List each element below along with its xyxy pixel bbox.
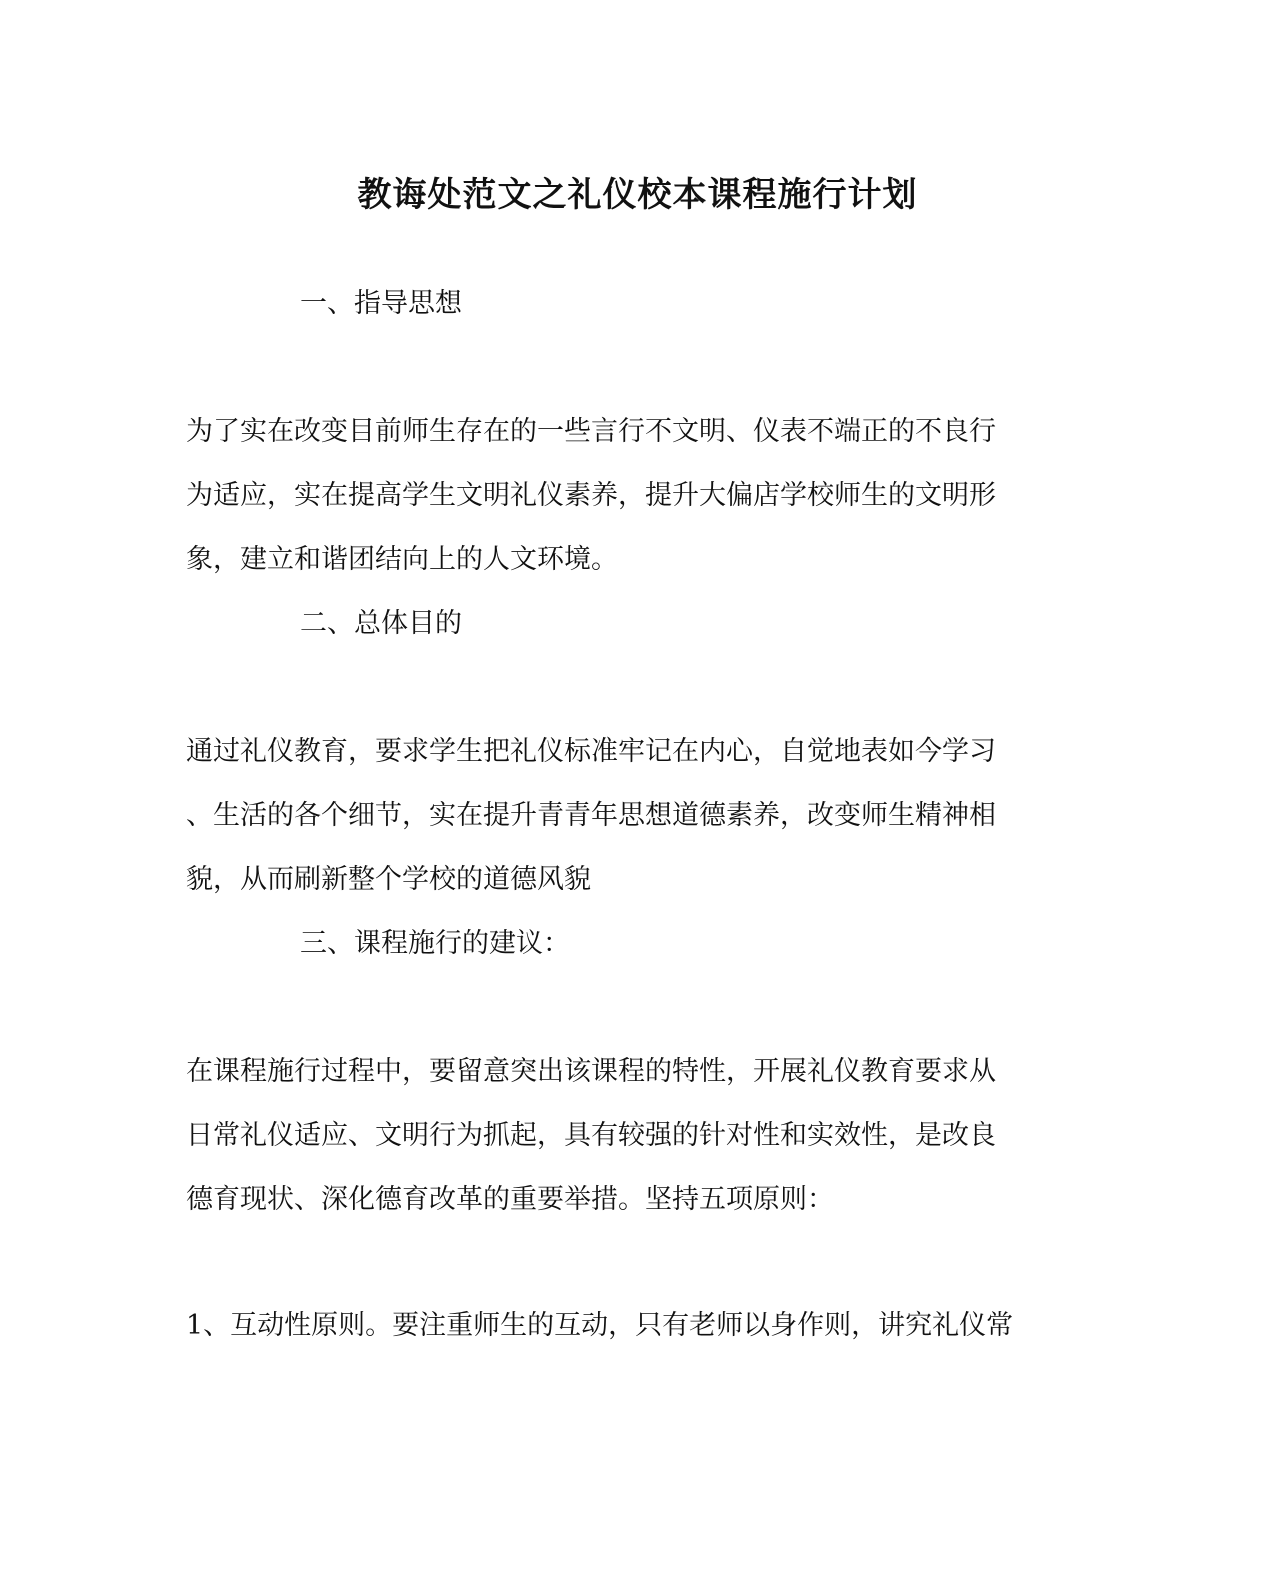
paragraph-line: 在课程施行过程中，要留意突出该课程的特性，开展礼仪教育要求从 bbox=[186, 1056, 996, 1087]
section-paragraph-implementation-suggestions bbox=[186, 1052, 1066, 1244]
paragraph-line: 、生活的各个细节，实在提升青青年思想道德素养，改变师生精神相 bbox=[186, 800, 996, 831]
section-heading-overall-goal: 二、总体目的 bbox=[300, 608, 462, 639]
paragraph-line: 日常礼仪适应、文明行为抓起，具有较强的针对性和实效性，是改良 bbox=[186, 1120, 996, 1151]
paragraph-line: 通过礼仪教育，要求学生把礼仪标准牢记在内心，自觉地表如今学习 bbox=[186, 736, 996, 767]
paragraph-line: 貌，从而刷新整个学校的道德风貌 bbox=[186, 864, 591, 895]
section-paragraph-guiding-thought bbox=[186, 412, 1066, 604]
section-paragraph-overall-goal bbox=[186, 732, 1066, 924]
paragraph-line: 德育现状、深化德育改革的重要举措。坚持五项原则： bbox=[186, 1184, 834, 1215]
section-heading-guiding-thought: 一、指导思想 bbox=[300, 288, 462, 319]
paragraph-line: 1、互动性原则。要注重师生的互动，只有老师以身作则，讲究礼仪常 bbox=[186, 1310, 1014, 1341]
section-heading-implementation-suggestions: 三、课程施行的建议： bbox=[300, 928, 570, 959]
paragraph-line: 为了实在改变目前师生存在的一些言行不文明、仪表不端正的不良行 bbox=[186, 416, 996, 447]
paragraph-line: 为适应，实在提高学生文明礼仪素养，提升大偏店学校师生的文明形 bbox=[186, 480, 996, 511]
document-title: 教诲处范文之礼仪校本课程施行计划 bbox=[357, 175, 918, 215]
principle-paragraph-interactivity bbox=[186, 1306, 1066, 1370]
paragraph-line: 象，建立和谐团结向上的人文环境。 bbox=[186, 544, 618, 575]
